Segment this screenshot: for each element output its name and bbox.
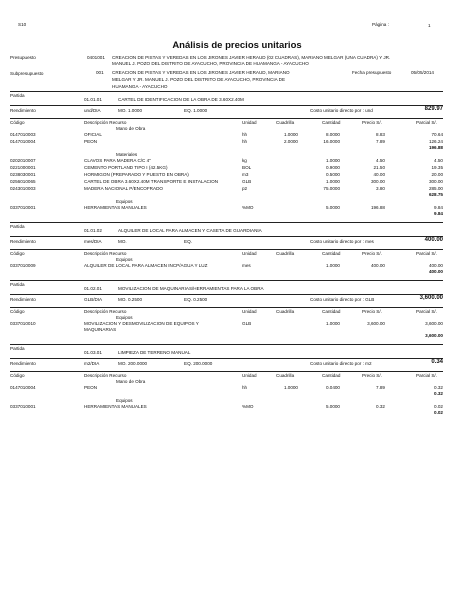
column-header: Precio S/.	[362, 251, 382, 256]
presupuesto-desc-2: MANUEL J. POZO DEL DISTRITO DE AYACUCHO, PROVINCIA DE HUAMANGA - AYACUCHO	[112, 61, 309, 66]
resource-price: 196.88	[370, 205, 385, 210]
rendimiento-value: GLB/DIA	[84, 297, 103, 302]
resource-unit: %MO	[242, 205, 254, 210]
eq-value: EQ.	[184, 239, 192, 244]
eq-value: EQ. 1.0000	[184, 108, 208, 113]
subpresupuesto-code: 001	[96, 70, 104, 75]
costo-unitario-label: Costo unitario directo por : m2	[310, 361, 372, 366]
resource-parcial: 0.02	[434, 404, 443, 409]
group-subtotal: 3,600.00	[425, 333, 443, 338]
resource-unit: mes	[242, 263, 251, 268]
resource-cantidad: 8.0000	[325, 132, 340, 137]
column-header: Descripción Recurso	[84, 373, 127, 378]
resource-cantidad: 1.0000	[325, 179, 340, 184]
resource-cuadrilla: 1.0000	[283, 385, 298, 390]
resource-parcial: 19.35	[431, 165, 443, 170]
resource-parcial: 0.32	[434, 385, 443, 390]
fecha-label: Fecha presupuesto	[352, 70, 392, 75]
rendimiento-label: Rendimiento	[10, 239, 36, 244]
resource-code: 0221000001	[10, 165, 36, 170]
divider	[10, 280, 443, 281]
resource-price: 21.50	[373, 165, 385, 170]
presupuesto-code: 0401001	[87, 55, 105, 60]
costo-unitario-value: 3,600.00	[419, 295, 443, 301]
presupuesto-label: Presupuesto	[10, 55, 36, 60]
resource-price: 7.89	[376, 139, 385, 144]
resource-cantidad: 5.0000	[325, 205, 340, 210]
partida-description: ALQUILER DE LOCAL PARA ALMACEN Y CASETA DE GUARDIANIA	[118, 228, 262, 233]
column-header: Precio S/.	[362, 373, 382, 378]
resource-code: 0337010001	[10, 205, 36, 210]
costo-unitario-label: Costo unitario directo por : GLB	[310, 297, 375, 302]
resource-code: 0147010004	[10, 385, 36, 390]
page-number: 1	[428, 23, 431, 28]
fecha-value: 05/05/2014	[411, 70, 434, 75]
resource-parcial: 3,600.00	[425, 321, 443, 326]
column-header: Unidad	[242, 120, 257, 125]
resource-cantidad: 1.0000	[325, 158, 340, 163]
divider	[10, 222, 443, 223]
partida-label: Partida	[10, 346, 25, 351]
divider	[10, 344, 443, 345]
divider	[10, 91, 443, 92]
column-header: Descripción Recurso	[84, 120, 127, 125]
group-subtotal: 196.88	[428, 145, 443, 150]
costo-unitario-value: 400.00	[424, 237, 443, 243]
resource-cuadrilla: 2.0000	[283, 139, 298, 144]
divider	[10, 249, 443, 250]
costo-unitario-label: Costo unitario directo por : und	[310, 108, 373, 113]
resource-cuadrilla: 1.0000	[283, 132, 298, 137]
resource-description: HERRAMIENTAS MANUALES	[84, 404, 147, 409]
rendimiento-value: m2/DIA	[84, 361, 100, 366]
mo-value: MO. 200.0000	[118, 361, 148, 366]
resource-parcial: 400.00	[428, 263, 443, 268]
column-header: Parcial S/.	[416, 251, 437, 256]
partida-code: 01.01.01	[84, 97, 102, 102]
subpresupuesto-desc-1: CREACION DE PISTAS Y VEREDAS EN LOS JIRONES JAVIER HERAUD, MARIANO	[112, 70, 290, 75]
resource-description: CLAVOS PARA MADERA C/C 4"	[84, 158, 151, 163]
column-header: Cuadrilla	[276, 309, 295, 314]
partida-description: LIMPIEZA DE TERRENO MANUAL	[118, 350, 191, 355]
resource-unit: hh	[242, 132, 248, 137]
divider	[10, 294, 443, 295]
column-header: Cantidad	[322, 120, 341, 125]
partida-label: Partida	[10, 282, 25, 287]
resource-unit: BOL	[242, 165, 252, 170]
resource-code: 0238030001	[10, 172, 36, 177]
divider	[10, 105, 443, 106]
resource-code: 0337010009	[10, 263, 36, 268]
column-header: Descripción Recurso	[84, 309, 127, 314]
group-title: Mano de Obra	[116, 126, 146, 131]
rendimiento-value: mes/DIA	[84, 239, 102, 244]
resource-code: 0147010003	[10, 132, 36, 137]
resource-price: 4.50	[376, 158, 385, 163]
group-title: Mano de Obra	[116, 379, 146, 384]
column-header: Cantidad	[322, 251, 341, 256]
resource-description-cont: MAQUINARIAS	[84, 327, 117, 332]
resource-price: 0.32	[376, 404, 385, 409]
resource-parcial: 70.64	[431, 132, 443, 137]
costo-unitario-value: 829.97	[424, 106, 443, 112]
resource-parcial: 126.24	[428, 139, 443, 144]
mo-value: MO.	[118, 239, 127, 244]
column-header: Cuadrilla	[276, 120, 295, 125]
resource-cantidad: 75.0000	[323, 186, 340, 191]
costo-unitario-value: 0.34	[431, 359, 443, 365]
resource-unit: GLB	[242, 179, 252, 184]
resource-code: 0202010007	[10, 158, 36, 163]
column-header: Parcial S/.	[416, 120, 437, 125]
page-label: Página :	[372, 22, 389, 27]
group-title: Equipos	[116, 315, 133, 320]
resource-description: MADERA NACIONAL P/ENCOFRADO	[84, 186, 163, 191]
partida-description: CARTEL DE IDENTIFICACION DE LA OBRA DE 3.60X2.40M	[118, 97, 244, 102]
column-header: Código	[10, 120, 25, 125]
resource-code: 0243010003	[10, 186, 36, 191]
resource-price: 40.00	[373, 172, 385, 177]
divider	[10, 118, 443, 119]
column-header: Código	[10, 373, 25, 378]
group-title: Equipos	[116, 257, 133, 262]
group-title: Equipos	[116, 199, 133, 204]
divider	[10, 307, 443, 308]
column-header: Parcial S/.	[416, 373, 437, 378]
partida-description: MOVILIZACION DE MAQUINARIAS/HERRAMIENTAS PARA LA OBRA	[118, 286, 264, 291]
rendimiento-label: Rendimiento	[10, 108, 36, 113]
eq-value: EQ. 200.0000	[184, 361, 213, 366]
resource-price: 400.00	[370, 263, 385, 268]
resource-description: HORMIGON (PREPARADO Y PUESTO EN OBRA)	[84, 172, 189, 177]
resource-unit: hh	[242, 139, 248, 144]
partida-code: 01.03.01	[84, 350, 102, 355]
column-header: Parcial S/.	[416, 309, 437, 314]
partida-label: Partida	[10, 224, 25, 229]
resource-code: 0147010004	[10, 139, 36, 144]
resource-parcial: 300.00	[428, 179, 443, 184]
rendimiento-label: Rendimiento	[10, 297, 36, 302]
column-header: Precio S/.	[362, 120, 382, 125]
column-header: Cantidad	[322, 373, 341, 378]
rendimiento-value: und/DIA	[84, 108, 101, 113]
resource-description: PEON	[84, 385, 98, 390]
resource-unit: p2	[242, 186, 248, 191]
partida-label: Partida	[10, 93, 25, 98]
resource-description: HERRAMIENTAS MANUALES	[84, 205, 147, 210]
resource-price: 7.89	[376, 385, 385, 390]
divider	[10, 358, 443, 359]
column-header: Unidad	[242, 309, 257, 314]
column-header: Cantidad	[322, 309, 341, 314]
divider	[10, 371, 443, 372]
resource-parcial: 4.50	[434, 158, 443, 163]
column-header: Unidad	[242, 373, 257, 378]
resource-description: OFICIAL	[84, 132, 102, 137]
partida-code: 01.01.02	[84, 228, 102, 233]
resource-cantidad: 16.0000	[323, 139, 340, 144]
report-code: S10	[18, 22, 27, 27]
subpresupuesto-desc-3: HUAMANGA - AYACUCHO	[112, 84, 168, 89]
group-title: Materiales	[116, 152, 138, 157]
group-title: Equipos	[116, 398, 133, 403]
resource-cantidad: 1.0000	[325, 321, 340, 326]
resource-unit: %MO	[242, 404, 254, 409]
rendimiento-label: Rendimiento	[10, 361, 36, 366]
subpresupuesto-label: Subpresupuesto	[10, 71, 44, 76]
group-subtotal: 0.02	[434, 410, 443, 415]
resource-price: 300.00	[370, 179, 385, 184]
resource-code: 0337010001	[10, 404, 36, 409]
resource-parcial: 9.84	[434, 205, 443, 210]
partida-code: 01.02.01	[84, 286, 102, 291]
resource-cantidad: 5.0000	[325, 404, 340, 409]
resource-price: 3,600.00	[367, 321, 385, 326]
resource-description: CARTEL DE OBRA 3.60X2.40M TRANSPORTE E INSTALACION	[84, 179, 219, 184]
resource-parcial: 285.00	[428, 186, 443, 191]
group-subtotal: 9.84	[434, 211, 443, 216]
resource-unit: m3	[242, 172, 249, 177]
column-header: Código	[10, 309, 25, 314]
group-subtotal: 0.32	[434, 391, 443, 396]
resource-unit: kg	[242, 158, 247, 163]
resource-code: 0256010065	[10, 179, 36, 184]
resource-description: CEMENTO PORTLAND TIPO I (42.5KG)	[84, 165, 168, 170]
mo-value: MO. 1.0000	[118, 108, 143, 113]
resource-description: MOVILIZACION Y DESMOVILIZACION DE EQUIPOS Y	[84, 321, 199, 326]
resource-unit: hh	[242, 385, 248, 390]
resource-price: 8.83	[376, 132, 385, 137]
resource-cantidad: 1.0000	[325, 263, 340, 268]
presupuesto-desc-1: CREACION DE PISTAS Y VEREDAS EN LOS JIRONES JAVIER HERAUD (02 CUADRAS), MARIANO MELGAR (UNA CUADRA) Y JR.	[112, 55, 391, 60]
column-header: Unidad	[242, 251, 257, 256]
column-header: Cuadrilla	[276, 251, 295, 256]
column-header: Código	[10, 251, 25, 256]
divider	[10, 236, 443, 237]
column-header: Cuadrilla	[276, 373, 295, 378]
resource-description: PEON	[84, 139, 98, 144]
resource-cantidad: 0.9000	[325, 165, 340, 170]
subpresupuesto-desc-2: MELGAR Y JR. MANUEL J. POZO DEL DISTRITO DE AYACUCHO, PROVINCIA DE	[112, 77, 286, 82]
resource-unit: GLB	[242, 321, 252, 326]
mo-value: MO. 0.2500	[118, 297, 143, 302]
resource-description: ALQUILER DE LOCAL PARA ALMACEN INCP/AGUA Y LUZ	[84, 263, 208, 268]
page-title: Análisis de precios unitarios	[172, 40, 302, 51]
column-header: Descripción Recurso	[84, 251, 127, 256]
group-subtotal: 400.00	[428, 269, 443, 274]
group-subtotal: 628.75	[428, 192, 443, 197]
costo-unitario-label: Costo unitario directo por : mes	[310, 239, 374, 244]
resource-parcial: 20.00	[431, 172, 443, 177]
resource-cantidad: 0.5000	[325, 172, 340, 177]
resource-price: 3.80	[376, 186, 385, 191]
column-header: Precio S/.	[362, 309, 382, 314]
resource-code: 0337010010	[10, 321, 36, 326]
eq-value: EQ. 0.2500	[184, 297, 208, 302]
resource-cantidad: 0.0400	[325, 385, 340, 390]
